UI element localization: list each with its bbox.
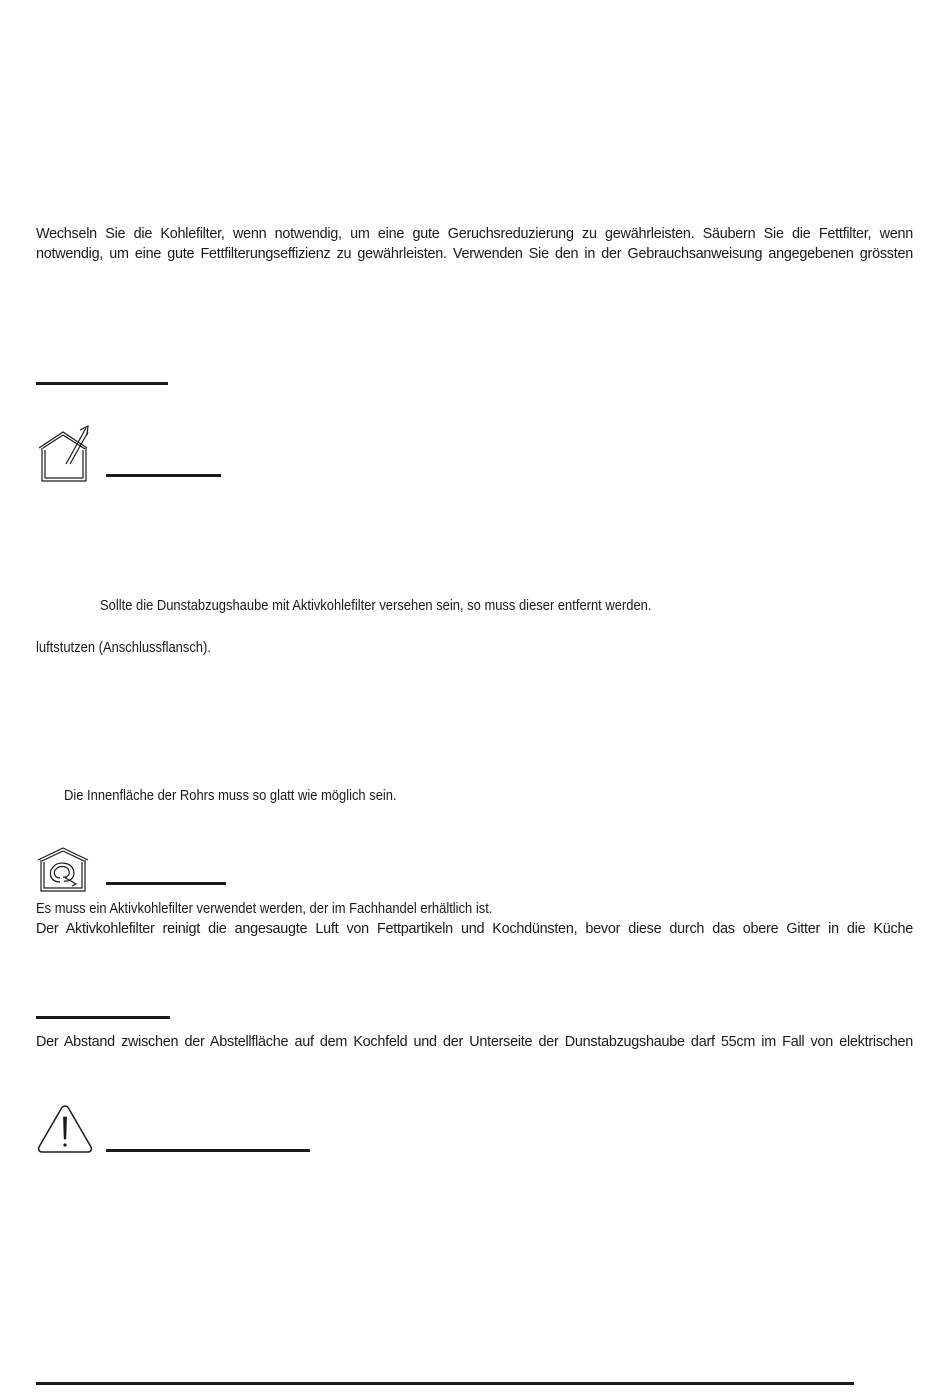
section-heading-rule-distance	[36, 1016, 170, 1019]
page-bottom-rule	[36, 1382, 854, 1385]
subheading-rule-recirculation	[106, 882, 226, 885]
outlet-connection-text: luftstutzen (Anschlussflansch).	[36, 640, 211, 656]
pipe-surface-text: Die Innenfläche der Rohrs muss so glatt wie möglich sein.	[64, 788, 397, 804]
filter-maintenance-line-2: notwendig, um eine gute Fettfilterungseffizienz zu gewährleisten. Verwenden Sie den in der Gebrauchsanweisung angegebenen grössten	[36, 246, 913, 262]
subheading-rule-exhaust	[106, 474, 221, 477]
filter-maintenance-line-1: Wechseln Sie die Kohlefilter, wenn notwendig, um eine gute Geruchsreduzierung zu gewährleisten. Säubern Sie die Fettfilter, wenn	[36, 226, 913, 242]
section-heading-rule-installation	[36, 382, 168, 385]
house-with-recirculation-icon	[36, 846, 92, 894]
warning-triangle-icon	[36, 1103, 94, 1155]
subheading-rule-warning	[106, 1149, 310, 1152]
distance-note-text: Der Abstand zwischen der Abstellfläche auf dem Kochfeld und der Unterseite der Dunstabzugshaube darf 55cm im Fall von elektrischen	[36, 1034, 913, 1050]
carbon-filter-required-text: Es muss ein Aktivkohlefilter verwendet werden, der im Fachhandel erhältlich ist.	[36, 901, 493, 917]
house-with-outlet-arrow-icon	[36, 424, 92, 484]
activated-carbon-removal-text: Sollte die Dunstabzugshaube mit Aktivkohlefilter versehen sein, so muss dieser entfernt werden.	[100, 598, 652, 614]
carbon-filter-cleans-text: Der Aktivkohlefilter reinigt die angesaugte Luft von Fettpartikeln und Kochdünsten, bevor diese durch das obere Gitter in die Küche	[36, 921, 913, 937]
